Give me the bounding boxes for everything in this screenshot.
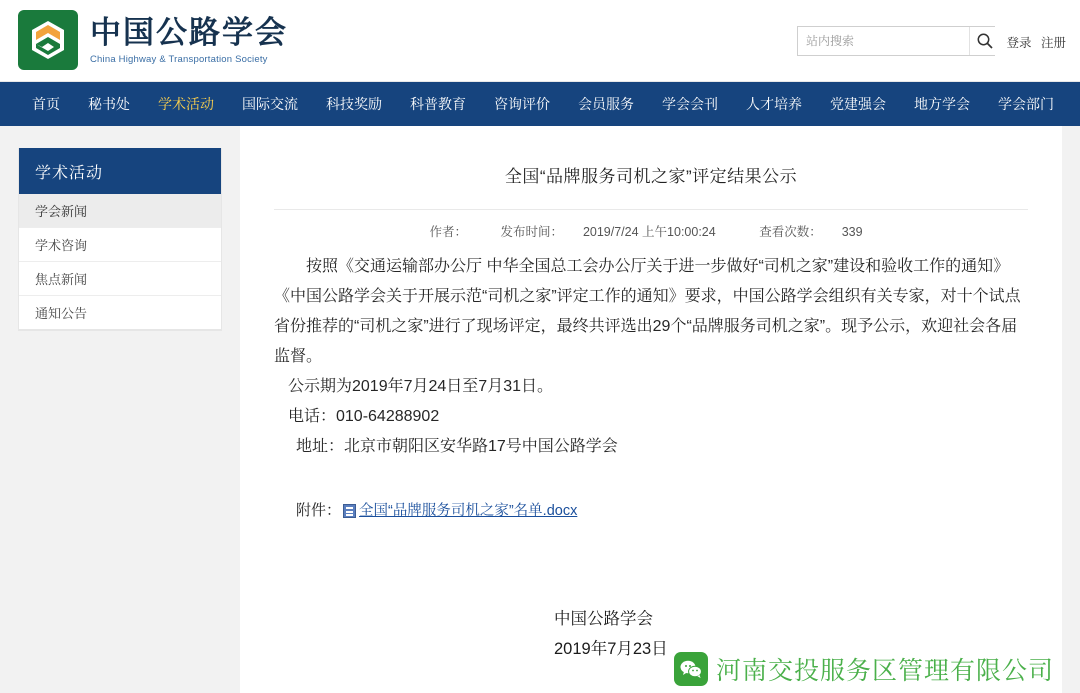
signature-date: 2019年7月23日 bbox=[554, 640, 668, 658]
meta-author-label: 作者： bbox=[429, 225, 467, 239]
site-header bbox=[0, 0, 1080, 82]
docx-file-icon bbox=[343, 504, 356, 518]
article-paragraph: 按照《交通运输部办公厅 中华全国总工会办公厅关于进一步做好“司机之家”建设和验收工作的通知》《中国公路学会关于开展示范“司机之家”评定工作的通知》要求，中国公路学会组织有关专家，对十个试点省份推荐的“司机之家”进行了现场评定，最终共评选出29个“品牌服务司机之家”。现予公示，欢迎社会各届监督。 bbox=[274, 258, 1021, 365]
nav-item-international-exchange[interactable]: 国际交流 bbox=[242, 96, 298, 112]
green-hexagon-logo-icon bbox=[18, 10, 78, 70]
nav-item-departments[interactable]: 学会部门 bbox=[998, 96, 1054, 112]
meta-views-label: 查看次数： bbox=[759, 225, 822, 239]
logo-title-en: China Highway & Transportation Society bbox=[90, 53, 268, 65]
signature-org: 中国公路学会 bbox=[554, 610, 653, 628]
search-icon bbox=[976, 32, 994, 50]
nav-item-home[interactable]: 首页 bbox=[32, 96, 60, 112]
search-box[interactable] bbox=[797, 26, 995, 56]
nav-item-journal[interactable]: 学会会刊 bbox=[662, 96, 718, 112]
nav-item-local-societies[interactable]: 地方学会 bbox=[914, 96, 970, 112]
sidebar-item-label: 焦点新闻 bbox=[35, 272, 88, 287]
login-link[interactable]: 登录 bbox=[1006, 36, 1032, 50]
article-line-notice-period: 公示期为2019年7月24日至7月31日。 bbox=[288, 378, 553, 395]
sidebar-item-academic-consulting[interactable] bbox=[19, 228, 221, 262]
meta-publish bbox=[490, 225, 725, 239]
sidebar-title: 学术活动 bbox=[19, 148, 221, 194]
article-body bbox=[274, 252, 1028, 664]
nav-item-consulting-evaluation[interactable]: 咨询评价 bbox=[494, 96, 550, 112]
article-line-address: 地址：北京市朝阳区安华路17号中国公路学会 bbox=[296, 438, 618, 455]
nav-item-academic-activities[interactable]: 学术活动 bbox=[158, 96, 214, 112]
site-logo[interactable] bbox=[18, 10, 288, 70]
page-title: 全国“品牌服务司机之家”评定结果公示 bbox=[504, 167, 798, 186]
attachment-link[interactable]: 全国“品牌服务司机之家”名单.docx bbox=[359, 503, 578, 519]
article-line-phone: 电话：010-64288902 bbox=[288, 408, 440, 425]
sidebar-item-focus-news[interactable] bbox=[19, 262, 221, 296]
meta-publish-value: 2019/7/24 上午10:00:24 bbox=[582, 225, 716, 239]
body-area bbox=[0, 126, 1080, 693]
logo-title-cn: 中国公路学会 bbox=[90, 15, 288, 51]
register-link[interactable]: 注册 bbox=[1040, 36, 1066, 50]
meta-views-value: 339 bbox=[841, 225, 863, 239]
watermark-text: 河南交投服务区管理有限公司 bbox=[715, 658, 1054, 685]
nav-item-science-awards[interactable]: 科技奖励 bbox=[326, 96, 382, 112]
sidebar-item-label: 学会新闻 bbox=[35, 204, 88, 219]
meta-publish-label: 发布时间： bbox=[500, 225, 563, 239]
meta-views bbox=[749, 225, 872, 239]
attachment-label: 附件： bbox=[296, 502, 342, 519]
sidebar-item-society-news[interactable] bbox=[19, 194, 221, 228]
sidebar bbox=[18, 148, 222, 331]
main-nav bbox=[0, 82, 1080, 126]
nav-item-secretariat[interactable]: 秘书处 bbox=[88, 96, 130, 112]
sidebar-item-label: 学术咨询 bbox=[35, 238, 88, 253]
article-panel bbox=[240, 126, 1062, 693]
sidebar-item-announcements[interactable] bbox=[19, 296, 221, 330]
search-button[interactable] bbox=[969, 27, 1000, 55]
search-input[interactable] bbox=[798, 27, 969, 55]
nav-item-member-services[interactable]: 会员服务 bbox=[578, 96, 634, 112]
sidebar-item-label: 通知公告 bbox=[35, 306, 88, 321]
attachment-row bbox=[274, 496, 1028, 526]
nav-item-science-education[interactable]: 科普教育 bbox=[410, 96, 466, 112]
article-meta bbox=[274, 210, 1028, 246]
signature-block bbox=[274, 604, 1028, 664]
nav-item-talent-training[interactable]: 人才培养 bbox=[746, 96, 802, 112]
nav-item-party-building[interactable]: 党建强会 bbox=[830, 96, 886, 112]
header-account-links bbox=[1000, 33, 1066, 51]
